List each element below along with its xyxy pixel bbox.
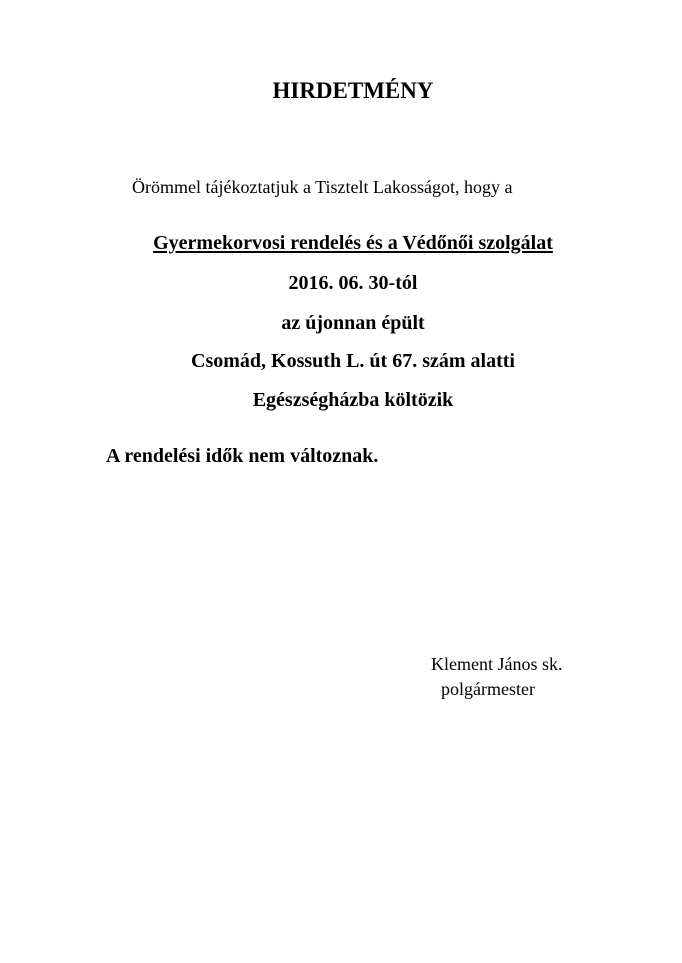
new-built-line: az újonnan épült xyxy=(281,312,425,334)
hours-note: A rendelési idők nem változnak. xyxy=(106,445,379,467)
intro-text: Örömmel tájékoztatjuk a Tisztelt Lakosságot, hogy a xyxy=(132,177,513,197)
signature-role: polgármester xyxy=(441,679,535,699)
address-line: Csomád, Kossuth L. út 67. szám alatti xyxy=(191,350,515,372)
service-text: Gyermekorvosi rendelés és a Védőnői szolgálat xyxy=(153,232,553,254)
moving-line: Egészségházba költözik xyxy=(252,389,454,411)
signature-name: Klement János sk. xyxy=(431,654,563,674)
service-line xyxy=(0,233,682,253)
notice-title: HIRDETMÉNY xyxy=(272,78,434,103)
date-line: 2016. 06. 30-tól xyxy=(288,272,418,294)
